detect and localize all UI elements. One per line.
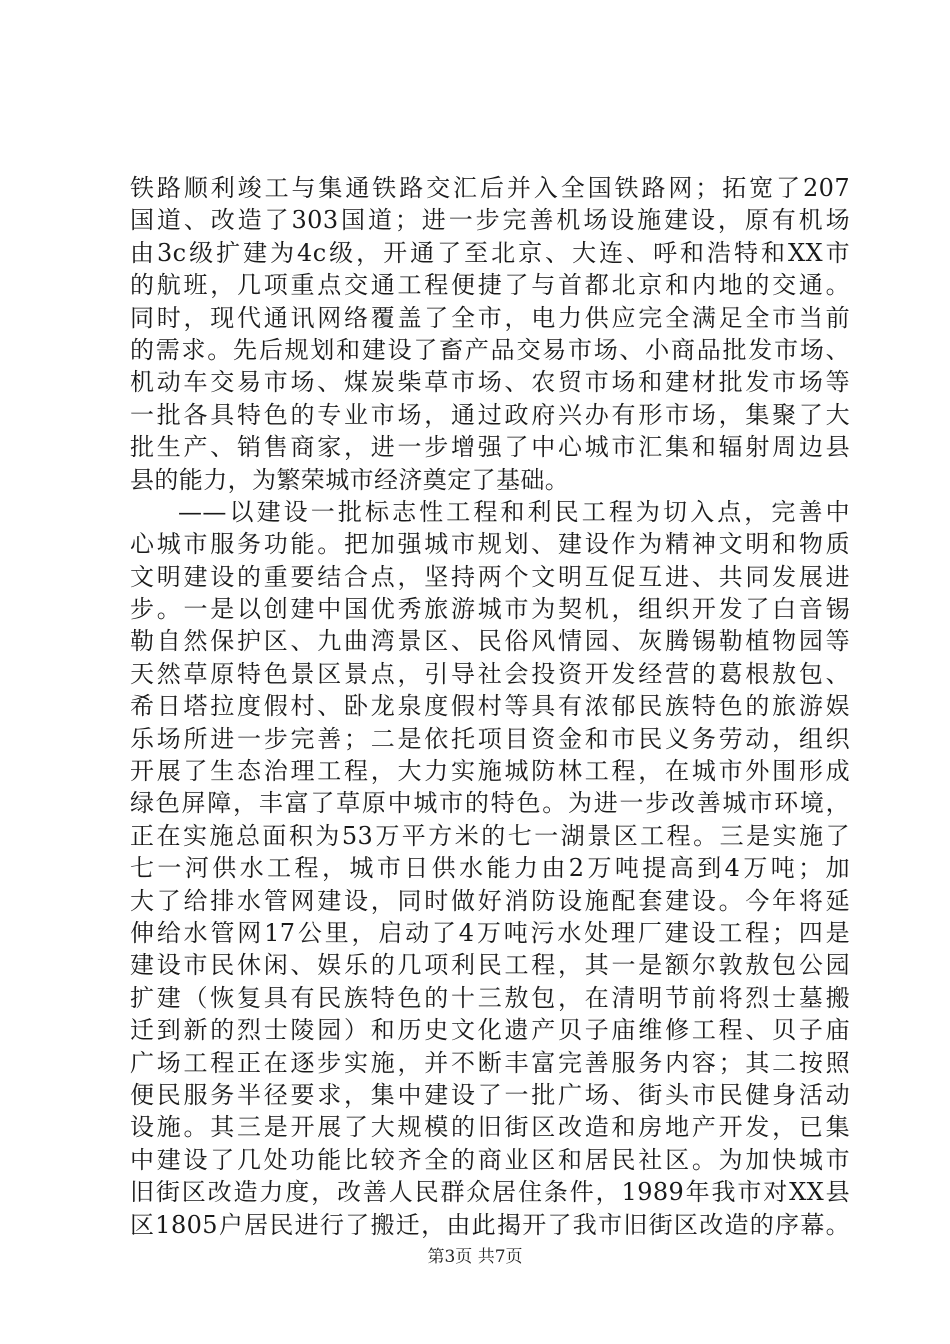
paragraph-start-line: ——以建设一批标志性工程和利民工程为切入点，完善中 [178,497,850,526]
text-line: 伸给水管网17公里，启动了4万吨污水处理厂建设工程；四是 [130,918,850,947]
text-line: 国道、改造了303国道；进一步完善机场设施建设，原有机场 [130,206,850,235]
text-line: 一批各具特色的专业市场，通过政府兴办有形市场，集聚了大 [130,400,850,429]
text-line: 迁到新的烈士陵园）和历史文化遗产贝子庙维修工程、贝子庙 [130,1016,850,1045]
page-footer [0,1247,950,1267]
text-line: 天然草原特色景区景点，引导社会投资开发经营的葛根敖包、 [130,659,850,688]
text-line: 步。一是以创建中国优秀旅游城市为契机，组织开发了白音锡 [130,595,850,624]
text-line: 中建设了几处功能比较齐全的商业区和居民社区。为加快城市 [130,1145,850,1174]
text-line: 区1805户居民进行了搬迁，由此揭开了我市旧街区改造的序幕。 [130,1210,850,1239]
text-line: 广场工程正在逐步实施，并不断丰富完善服务内容；其二按照 [130,1048,850,1077]
text-line: 心城市服务功能。把加强城市规划、建设作为精神文明和物质 [130,530,850,559]
text-line: 大了给排水管网建设，同时做好消防设施配套建设。今年将延 [130,886,850,915]
text-line: 设施。其三是开展了大规模的旧街区改造和房地产开发，已集 [130,1113,850,1142]
text-line: 建设市民休闲、娱乐的几项利民工程，其一是额尔敦敖包公园 [130,951,850,980]
text-line: 由3c级扩建为4c级，开通了至北京、大连、呼和浩特和XX市 [130,238,850,267]
text-line: 正在实施总面积为53万平方米的七一湖景区工程。三是实施了 [130,821,850,850]
text-line: 的需求。先后规划和建设了畜产品交易市场、小商品批发市场、 [130,335,850,364]
text-line: 乐场所进一步完善；二是依托项目资金和市民义务劳动，组织 [130,724,850,753]
text-line: 铁路顺利竣工与集通铁路交汇后并入全国铁路网；拓宽了207 [130,174,850,202]
text-line: 开展了生态治理工程，大力实施城防林工程，在城市外围形成 [130,757,850,786]
text-line: 七一河供水工程，城市日供水能力由2万吨提高到4万吨；加 [130,854,850,883]
text-line: 文明建设的重要结合点，坚持两个文明互促互进、共同发展进 [130,562,850,591]
text-line: 旧街区改造力度，改善人民群众居住条件，1989年我市对XX县 [130,1178,850,1207]
text-line: 希日塔拉度假村、卧龙泉度假村等具有浓郁民族特色的旅游娱 [130,692,850,721]
text-line: 批生产、销售商家，进一步增强了中心城市汇集和辐射周边县 [130,433,850,462]
text-line: 便民服务半径要求，集中建设了一批广场、街头市民健身活动 [130,1080,850,1109]
text-line: 扩建（恢复具有民族特色的十三敖包，在清明节前将烈士墓搬 [130,983,850,1012]
text-line: 勒自然保护区、九曲湾景区、民俗风情园、灰腾锡勒植物园等 [130,627,850,656]
text-line: 同时，现代通讯网络覆盖了全市，电力供应完全满足全市当前 [130,303,850,332]
text-line: 机动车交易市场、煤炭柴草市场、农贸市场和建材批发市场等 [130,368,850,397]
text-line: 县的能力，为繁荣城市经济奠定了基础。 [130,465,570,494]
page-number: 第3页 共7页 [427,1247,523,1267]
text-line: 绿色屏障，丰富了草原中城市的特色。为进一步改善城市环境， [130,789,850,818]
text-line: 的航班，几项重点交通工程便捷了与首都北京和内地的交通。 [130,271,850,300]
body-text [130,172,850,1241]
